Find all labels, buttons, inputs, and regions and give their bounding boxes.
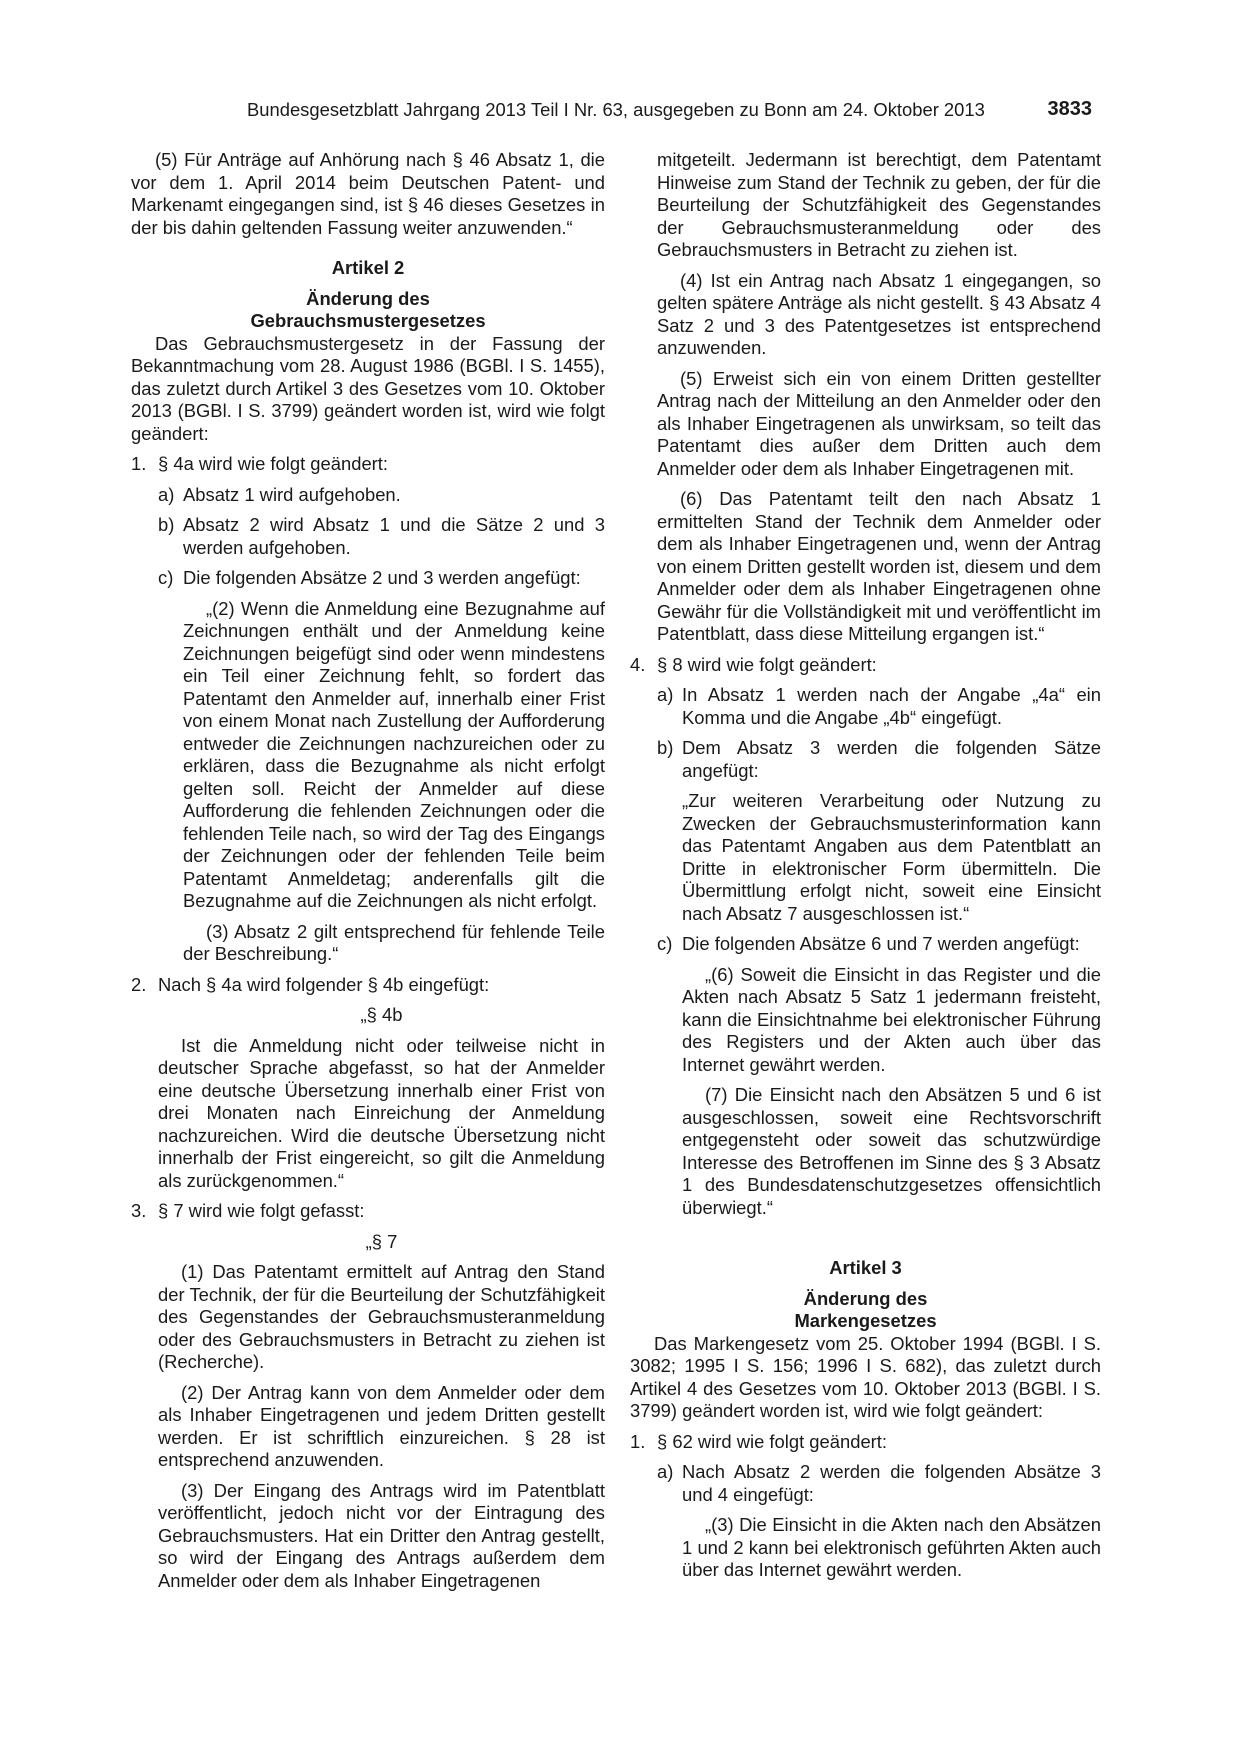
article-3-subtitle-2: Markengesetzes (794, 1310, 937, 1331)
list-text: In Absatz 1 werden nach der Angabe „4a“ ein Komma und die Angabe „4b“ eingefügt. (682, 684, 1101, 728)
list-letter: c) (158, 567, 174, 588)
section-7-paragraph-1: (1) Das Patentamt ermittelt auf Antrag den Stand der Technik, der für die Beurteilung der Schutzfähigkeit des Gegenstandes der Gebrauchsmusteranmeldung oder des Gebrauchsmusters in Betracht zu ziehen ist (Recherche). (158, 1261, 605, 1372)
list-item-1b (131, 514, 605, 559)
list-item-4c (630, 933, 1101, 956)
section-7-paragraph-4: (4) Ist ein Antrag nach Absatz 1 eingegangen, so gelten spätere Anträge als nicht gestellt. § 43 Absatz 4 Satz 2 und 3 des Patentgesetzes ist entsprechend anzuwenden. (657, 269, 1101, 358)
quote-art3-paragraph-3: „(3) Die Einsicht in die Akten nach den Absätzen 1 und 2 kann bei elektronisch geführten Akten auch über das Internet gewährt werden. (682, 1514, 1101, 1580)
list-number: 1. (131, 453, 147, 474)
list-item-4a (630, 684, 1101, 729)
list-item-art3-1 (630, 1431, 1101, 1454)
quote-paragraph-6: „(6) Soweit die Einsicht in das Register und die Akten nach Absatz 5 Satz 1 jedermann freisteht, kann die Einsichtnahme bei elektronischer Führung des Registers und der Akten auch über das Internet gewährt werden. (682, 963, 1101, 1075)
list-text: § 8 wird wie folgt geändert: (657, 653, 877, 675)
article-2-title: Artikel 2 (331, 257, 405, 278)
list-item-1 (131, 453, 605, 476)
article-2-subtitle-1: Änderung des (306, 287, 430, 309)
list-letter: c) (657, 933, 673, 954)
quote-paragraph-3: (3) Absatz 2 gilt entsprechend für fehlende Teile der Beschreibung.“ (183, 920, 605, 964)
list-text: Absatz 1 wird aufgehoben. (183, 483, 401, 505)
right-column (630, 149, 1101, 1582)
section-7-paragraph-5: (5) Erweist sich ein von einem Dritten gestellter Antrag nach der Mitteilung an den Anmelder oder den als Inhaber Eingetragenen als unwirksam, so teilt das Patentamt dies außer dem Dritten auch dem Anmelder oder dem als Inhaber Eingetragenen mit. (657, 367, 1101, 479)
list-letter: b) (657, 737, 674, 758)
article-3-title: Artikel 3 (829, 1257, 902, 1278)
list-item-2 (131, 974, 605, 997)
left-column (131, 149, 605, 1592)
section-4b-heading: „§ 4b (360, 1004, 403, 1025)
list-text: § 4a wird wie folgt geändert: (158, 453, 389, 474)
list-letter: b) (158, 514, 175, 535)
section-4b-text: Ist die Anmeldung nicht oder teilweise nicht in deutscher Sprache abgefasst, so hat der Anmelder eine deutsche Übersetzung innerhalb einer Frist von drei Monaten nach Einreichung der Anmeldung nachzureichen. Wird die deutsche Übersetzung nicht innerhalb der Frist eingereicht, so gilt die Anmeldung als zurückgenommen.“ (158, 1034, 605, 1191)
list-text: § 7 wird wie folgt gefasst: (158, 1200, 365, 1221)
list-text: Nach § 4a wird folgender § 4b eingefügt: (158, 973, 490, 995)
list-number: 4. (630, 653, 646, 675)
list-text: Dem Absatz 3 werden die folgenden Sätze angefügt: (682, 737, 1101, 781)
header-title: Bundesgesetzblatt Jahrgang 2013 Teil I Nr. 63, ausgegeben zu Bonn am 24. Oktober 2013 (247, 99, 985, 120)
list-item-3 (131, 1200, 605, 1223)
list-text: § 62 wird wie folgt geändert: (657, 1430, 888, 1452)
list-item-1a (131, 484, 605, 507)
list-letter: a) (657, 1461, 674, 1482)
paragraph-5: (5) Für Anträge auf Anhörung nach § 46 Absatz 1, die vor dem 1. April 2014 beim Deutschen Patent- und Markenamt eingegangen sind, ist § 46 dieses Gesetzes in der bis dahin geltenden Fassung weiter anzuwenden.“ (131, 149, 605, 238)
list-number: 3. (131, 1200, 147, 1221)
list-number: 2. (131, 973, 147, 995)
list-letter: a) (657, 684, 674, 705)
page-header (247, 99, 1092, 125)
article-2-subtitle-2: Gebrauchsmustergesetzes (250, 310, 486, 331)
quote-paragraph-2: „(2) Wenn die Anmeldung eine Bezugnahme auf Zeichnungen enthält und der Anmeldung keine Zeichnungen beigefügt sind oder wenn mindestens ein Teil einer Zeichnung fehlt, so fordert das Patentamt den Anmelder auf, innerhalb einer Frist von einem Monat nach Zustellung der Aufforderung entweder die Zeichnungen nachzureichen oder zu erklären, dass die Bezugnahme als nicht erfolgt gelten soll. Reicht der Anmelder auf diese Aufforderung die fehlenden Zeichnungen oder die fehlenden Teile nach, so wird der Tag des Eingangs der Zeichnungen oder der fehlenden Teile beim Patentamt Anmeldetag; anderenfalls gilt die Bezugnahme auf die Zeichnungen als nicht erfolgt. (183, 597, 605, 911)
list-text: Die folgenden Absätze 6 und 7 werden angefügt: (682, 933, 1080, 954)
list-text: Absatz 2 wird Absatz 1 und die Sätze 2 und 3 werden aufgehoben. (183, 514, 605, 558)
article-3-intro: Das Markengesetz vom 25. Oktober 1994 (BGBl. I S. 3082; 1995 I S. 156; 1996 I S. 682), das zuletzt durch Artikel 4 des Gesetzes vom 10. Oktober 2013 (BGBl. I S. 3799) geändert worden ist, wird wie folgt geändert: (630, 1332, 1101, 1421)
quote-paragraph-7: (7) Die Einsicht nach den Absätzen 5 und 6 ist ausgeschlossen, soweit eine Rechtsvorschrift entgegensteht oder soweit das schutzwürdige Interesse des Betroffenen im Sinne des § 3 Absatz 1 des Bundesdatenschutzgesetzes offensichtlich überwiegt.“ (682, 1084, 1101, 1218)
section-7-continuation: mitgeteilt. Jedermann ist berechtigt, dem Patentamt Hinweise zum Stand der Technik zu geben, der für die Beurteilung der Schutzfähigkeit des Gegenstandes der Gebrauchsmusteranmeldung oder des Gebrauchsmusters in Betracht zu ziehen ist. (657, 149, 1101, 260)
article-3-subtitle-1: Änderung des (803, 1287, 928, 1309)
list-item-art3-1a (630, 1461, 1101, 1506)
list-letter: a) (158, 483, 175, 505)
list-item-4b (630, 737, 1101, 782)
section-7-paragraph-6: (6) Das Patentamt teilt den nach Absatz 1 ermittelten Stand der Technik dem Anmelder oder dem als Inhaber Eingetragenen und, wenn der Antrag von einem Dritten gestellt worden ist, diesem und dem Anmelder oder dem als Inhaber Eingetragenen ohne Gewähr für die Vollständigkeit mit und veröffentlicht im Patentblatt, dass diese Mitteilung ergangen ist.“ (657, 488, 1101, 644)
list-text: Die folgenden Absätze 2 und 3 werden angefügt: (183, 567, 581, 588)
section-7-paragraph-2: (2) Der Antrag kann von dem Anmelder oder dem als Inhaber Eingetragenen und jedem Dritten gestellt werden. Er ist schriftlich einzureichen. § 28 ist entsprechend anzuwenden. (158, 1381, 605, 1470)
article-2-intro: Das Gebrauchsmustergesetz in der Fassung der Bekanntmachung vom 28. August 1986 (BGBl. I S. 1455), das zuletzt durch Artikel 3 des Gesetzes vom 10. Oktober 2013 (BGBl. I S. 3799) geändert worden ist, wird wie folgt geändert: (131, 332, 605, 444)
section-7-paragraph-3: (3) Der Eingang des Antrags wird im Patentblatt veröffentlicht, jedoch nicht vor der Eintragung des Gebrauchsmusters. Hat ein Dritter den Antrag gestellt, so wird der Eingang des Antrags außerdem dem Anmelder oder dem als Inhaber Eingetragenen (158, 1479, 605, 1591)
page-number: 3833 (1047, 98, 1092, 120)
list-text: Nach Absatz 2 werden die folgenden Absätze 3 und 4 eingefügt: (682, 1461, 1101, 1505)
quote-patentblatt: „Zur weiteren Verarbeitung oder Nutzung zu Zwecken der Gebrauchsmusterinformation kann das Patentamt Angaben aus dem Patentblatt an Dritte in elektronischer Form übermitteln. Die Übermittlung erfolgt nicht, soweit eine Einsicht nach Absatz 7 ausgeschlossen ist.“ (682, 790, 1101, 924)
list-item-1c (131, 567, 605, 590)
section-7-heading: „§ 7 (365, 1230, 398, 1252)
list-item-4 (630, 654, 1101, 677)
list-number: 1. (630, 1430, 646, 1452)
